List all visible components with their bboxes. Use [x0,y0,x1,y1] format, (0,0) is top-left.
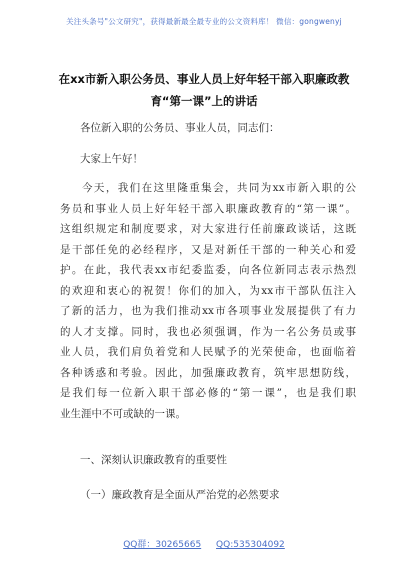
document-title [48,68,360,112]
section-heading: 一、深刻认识廉政教育的重要性 [80,454,227,466]
body-line: 了新的活力，也为我们推动xx市各项事业发展提供了有力 [60,305,356,317]
footer-qq-group-link[interactable]: QQ群：30265665 [123,540,202,550]
body-line: 业生涯中不可或缺的一课。 [60,407,186,420]
body-line: 这组织规定和制度要求，对大家进行任前廉政谈话，这既 [60,223,356,235]
header-banner: 关注头条号"公文研究"，获得最新最全最专业的公文资料库！ 微信：gongwenyj [66,17,342,26]
title-line-1: 在xx市新入职公务员、事业人员上好年轻干部入职廉政教 [58,72,350,86]
greeting: 大家上午好！ [80,153,143,165]
body-paragraph [60,178,356,424]
salutation: 各位新入职的公务员、事业人员，同志们： [80,122,280,134]
body-line: 各种诱惑和考验。因此，加强廉政教育，筑牢思想防线， [60,366,356,379]
title-line-2: 育“第一课”上的讲话 [150,94,258,108]
body-line: 今天，我们在这里隆重集会，共同为xx市新入职的公 [82,182,356,194]
body-line: 业人员，我们肩负着党和人民赋予的光荣使命，也面临着 [60,346,356,358]
body-line: 是我们每一位新入职干部必修的“第一课”，也是我们职 [60,387,356,399]
footer-qq-link[interactable]: QQ:535304092 [216,540,285,550]
footer [0,537,408,550]
body-line: 是干部任免的必经程序，又是对新任干部的一种关心和爱 [60,243,356,256]
body-line: 务员和事业人员上好年轻干部入职廉政教育的“第一课”。 [60,202,356,215]
body-line: 的欢迎和衷心的祝贺！你们的加入，为xx市干部队伍注入 [60,284,356,297]
body-line: 护。在此，我代表xx市纪委监委，向各位新同志表示热烈 [60,264,356,276]
body-line: 的人才支撑。同时，我也必须强调，作为一名公务员或事 [60,325,356,338]
subsection-heading: （一）廉政教育是全面从严治党的必然要求 [80,489,280,501]
